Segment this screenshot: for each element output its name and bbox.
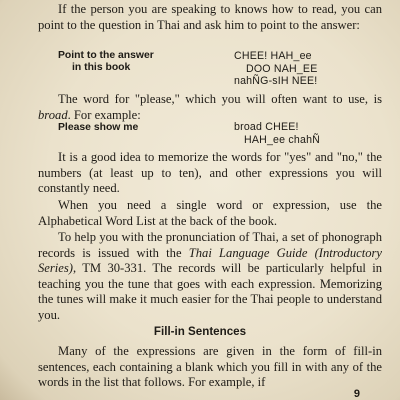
thai-phrase-line: nahÑG-sIH NEE! [234,75,318,87]
paragraph-reading: If the person you are speaking to knows how to read, you can point to the question in Thai and ask him to point to the answer: [38,2,382,32]
example-thai-please [234,121,320,146]
paragraph-please: The word for "please," which you will often want to use, is broad. For example: [38,92,382,122]
thai-phrase-line: CHEE! HAH_ee [234,50,312,62]
paragraph-records: To help you with the pronunciation of Thai, a set of phonograph records is issued with the Thai Language Guide (Introductory Series), TM 30-331. The records will be particularly helpful in teaching you the tune that goes with each expression. Memorizing the tunes will make it much easier for the Thai people to understand you. [38,230,382,322]
example-label-point [58,50,154,74]
section-heading: Fill-in Sentences [153,325,247,338]
thai-phrase-line: HAH_ee chahÑ [244,133,321,146]
thai-phrase-line: DOO NAH_EE [246,62,318,75]
example-label-please: Please show me [58,122,139,133]
example-thai-point [234,50,317,88]
page-number: 9 [353,388,360,400]
paragraph-memorize: It is a good idea to memorize the words for "yes" and "no," the numbers (at least up to ten), and other expressions you will constantly need. [38,150,382,196]
example-label-line: in this book [72,62,131,73]
book-title-italic: Thai Language Guide (Introductory Series) [38,245,382,276]
paragraph-word-list: When you need a single word or expression, use the Alphabetical Word List at the back of the book. [38,198,382,228]
emphasis-broad: broad [38,107,68,122]
thai-phrase-line: broad CHEE! [234,121,299,133]
example-label-line: Point to the answer [58,50,154,61]
paragraph-fill-in: Many of the expressions are given in the form of fill-in sentences, each containing a blank which you fill in with any of the words in the list that follows. For example, if [38,344,382,390]
